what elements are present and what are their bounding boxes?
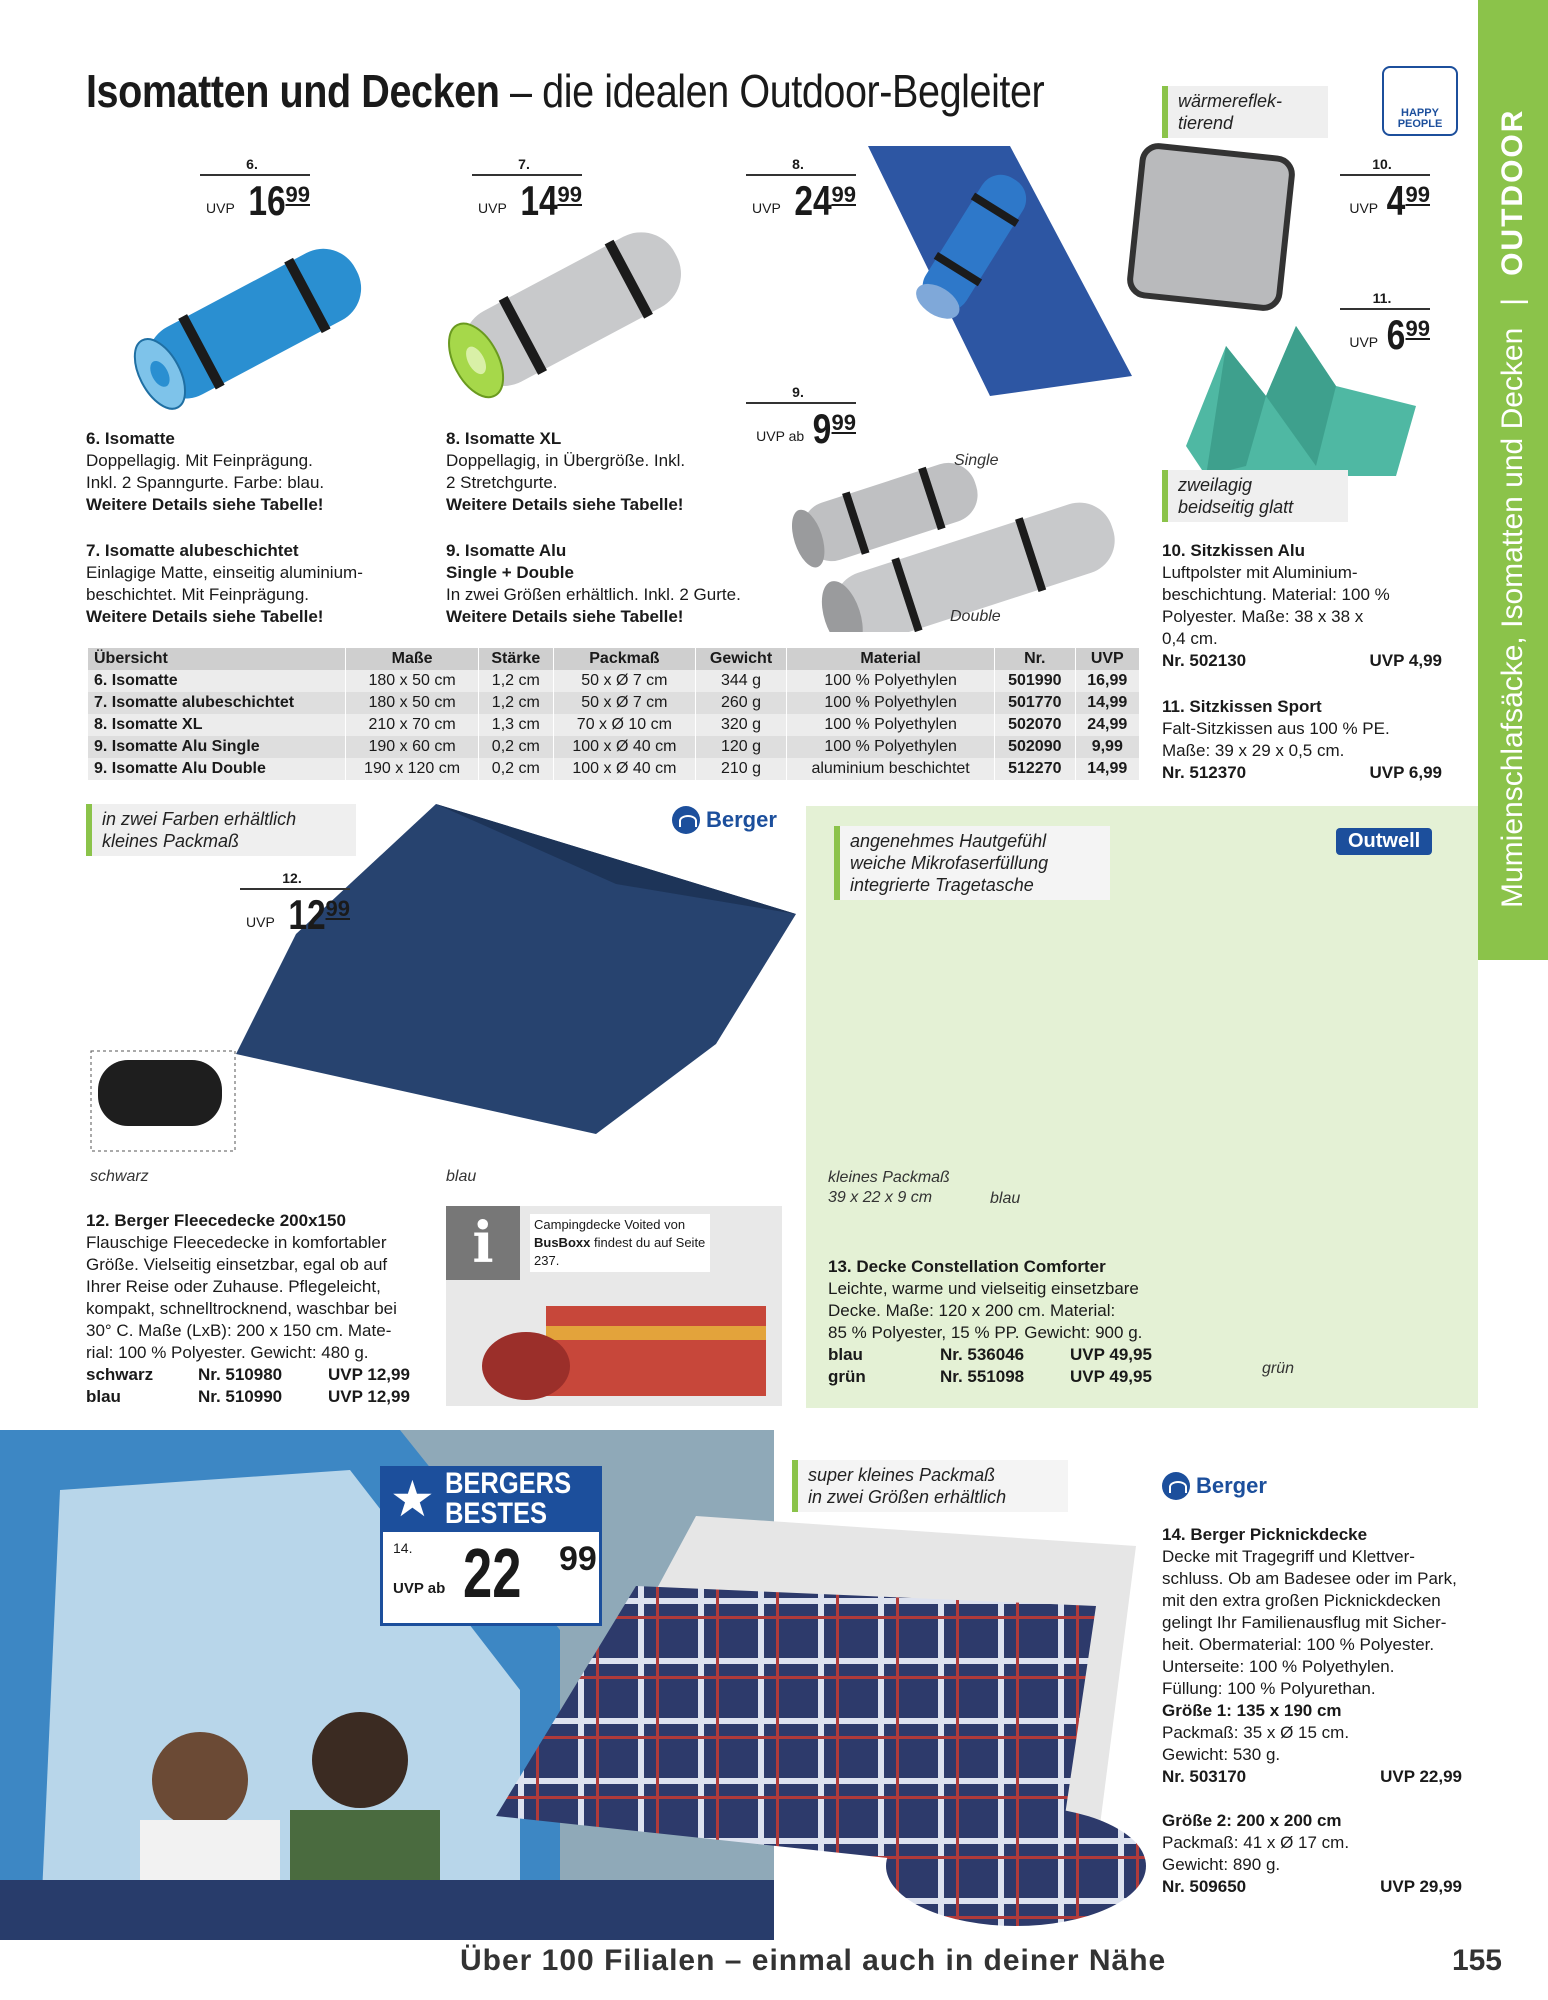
table-cell: 502090: [995, 736, 1076, 758]
table-row: [88, 670, 1140, 692]
price-6-cents: 99: [285, 182, 310, 207]
price-6-number: 6.: [200, 156, 310, 176]
desc-12-variant: [86, 1386, 446, 1408]
callout-waerme-2: tierend: [1178, 113, 1234, 133]
desc-9-more: Weitere Details siehe Tabelle!: [446, 607, 684, 626]
table-cell: 100 x Ø 40 cm: [553, 758, 695, 780]
info-box: [446, 1206, 782, 1406]
desc-14-line6: Unterseite: 100 % Polyethylen.: [1162, 1657, 1395, 1676]
table-header: Übersicht: [88, 648, 346, 670]
table-cell: aluminium beschichtet: [787, 758, 995, 780]
info-text-pre: Campingdecke Voited von: [534, 1217, 686, 1232]
table-cell: 512270: [995, 758, 1076, 780]
campingdecke-image: [476, 1296, 776, 1406]
desc-12-variant: [86, 1364, 446, 1386]
table-cell: 16,99: [1075, 670, 1139, 692]
page-number: 155: [1451, 1944, 1502, 1977]
callout-zweilagig-1: zweilagig: [1178, 475, 1253, 495]
price-11-cents: 99: [1405, 316, 1430, 341]
desc-14-size2-line1: Packmaß: 41 x Ø 17 cm.: [1162, 1833, 1350, 1852]
table-cell: 190 x 60 cm: [346, 736, 478, 758]
desc-14-head: 14. Berger Picknickdecke: [1162, 1525, 1368, 1544]
happy-people-logo: [1382, 66, 1458, 136]
desc-14-line3: mit den extra großen Picknickdecken: [1162, 1591, 1441, 1610]
table-cell: 100 % Polyethylen: [787, 714, 995, 736]
callout-zweilagig: [1162, 470, 1348, 522]
price-11-uvp: UVP: [1349, 334, 1379, 350]
desc-9-head: 9. Isomatte Alu: [446, 541, 567, 560]
fleecedecke-schwarz-image: [90, 1050, 236, 1152]
desc-6: [86, 428, 426, 516]
desc-14-size2-order: [1162, 1876, 1462, 1898]
callout-fleece-1: in zwei Farben erhältlich: [102, 809, 297, 829]
callout-decke: [834, 826, 1110, 900]
desc-8-more: Weitere Details siehe Tabelle!: [446, 495, 684, 514]
table-header: Stärke: [478, 648, 553, 670]
price-9-euro: 9: [812, 405, 832, 452]
desc-12-line2: Größe. Vielseitig einsetzbar, egal ob auf: [86, 1255, 388, 1274]
table-header-row: [88, 648, 1140, 670]
desc-10-line4: 0,4 cm.: [1162, 629, 1218, 648]
desc-13-v1-nr: Nr. 536046: [940, 1345, 1025, 1364]
berger-icon-2: [1162, 1472, 1190, 1500]
desc-9: [446, 540, 786, 628]
callout-picknick-1: super kleines Packmaß: [808, 1465, 996, 1485]
label-packmass: [828, 1168, 950, 1208]
footer-claim: Über 100 Filialen – einmal auch in deiner Nähe: [460, 1944, 1167, 1977]
table-row: [88, 736, 1140, 758]
desc-14-line5: heit. Obermaterial: 100 % Polyester.: [1162, 1635, 1435, 1654]
desc-10-nr: Nr. 502130: [1162, 651, 1247, 670]
label-packmass-2: 39 x 22 x 9 cm: [828, 1189, 933, 1206]
overview-table: [88, 648, 1140, 780]
label-single: Single: [954, 452, 999, 469]
desc-13-v1-uvp: UVP 49,95: [1070, 1345, 1152, 1364]
title-bold: Isomatten und Decken: [86, 65, 500, 117]
desc-14-size1-head: Größe 1: 135 x 190 cm: [1162, 1701, 1342, 1720]
price-7-cents: 99: [557, 182, 582, 207]
table-cell: 320 g: [695, 714, 786, 736]
callout-zweilagig-2: beidseitig glatt: [1178, 497, 1294, 517]
desc-14-line4: gelingt Ihr Familienausflug mit Sicher-: [1162, 1613, 1447, 1632]
price-12-uvp: UVP: [246, 914, 275, 930]
desc-6-line1: Doppellagig. Mit Feinprägung.: [86, 451, 313, 470]
desc-14-size1-nr: Nr. 503170: [1162, 1767, 1247, 1786]
bestes-cents: 99: [559, 1540, 597, 1578]
berger-logo-text: Berger: [706, 807, 777, 832]
sidebar-section: OUTDOOR: [1496, 108, 1529, 276]
table-cell: 50 x Ø 7 cm: [553, 670, 695, 692]
info-text: [530, 1214, 710, 1272]
desc-6-more: Weitere Details siehe Tabelle!: [86, 495, 324, 514]
desc-12-v1-nr: Nr. 510980: [198, 1365, 283, 1384]
callout-fleece-2: kleines Packmaß: [102, 831, 240, 851]
desc-12: [86, 1210, 446, 1408]
price-9-number: 9.: [746, 384, 856, 404]
info-brand: BusBoxx: [534, 1235, 591, 1250]
label-packmass-1: kleines Packmaß: [828, 1169, 950, 1186]
callout-decke-1: angenehmes Hautgefühl: [850, 831, 1047, 851]
desc-11-nr: Nr. 512370: [1162, 763, 1247, 782]
table-cell: 14,99: [1075, 692, 1139, 714]
isomatte-blue-image: [118, 226, 388, 416]
price-9-cents: 99: [831, 410, 856, 435]
desc-14-line2: schluss. Ob am Badesee oder im Park,: [1162, 1569, 1457, 1588]
callout-fleece: [86, 804, 356, 856]
desc-10-order: [1162, 650, 1442, 672]
table-header: UVP: [1075, 648, 1139, 670]
callout-decke-2: weiche Mikrofaserfüllung: [850, 853, 1049, 873]
price-10-uvp: UVP: [1349, 200, 1379, 216]
price-8-euro: 24: [794, 177, 832, 224]
label-gruen: grün: [1262, 1360, 1295, 1377]
table-cell: 180 x 50 cm: [346, 670, 478, 692]
table-cell: 24,99: [1075, 714, 1139, 736]
desc-12-v2-color: blau: [86, 1387, 121, 1406]
outwell-logo: [1336, 828, 1432, 855]
desc-14-size2-uvp: UVP 29,99: [1380, 1877, 1462, 1896]
desc-6-head: 6. Isomatte: [86, 429, 175, 448]
price-10-euro: 4: [1386, 177, 1406, 224]
price-11-number: 11.: [1340, 290, 1430, 310]
price-8-cents: 99: [831, 182, 856, 207]
desc-12-line1: Flauschige Fleecedecke in komfortabler: [86, 1233, 387, 1252]
isomatte-xl-image: [860, 146, 1140, 396]
desc-14-size1-line1: Packmaß: 35 x Ø 15 cm.: [1162, 1723, 1350, 1742]
desc-6-line2: Inkl. 2 Spanngurte. Farbe: blau.: [86, 473, 325, 492]
desc-12-line3: Ihrer Reise oder Zuhause. Pflegeleicht,: [86, 1277, 381, 1296]
berger-logo-2: [1162, 1472, 1267, 1500]
price-12: [230, 870, 350, 936]
price-6: [190, 156, 310, 222]
bestes-euro: 22: [463, 1534, 522, 1612]
page-title: [86, 64, 1044, 118]
berger-logo: [672, 806, 777, 834]
desc-13-v2-nr: Nr. 551098: [940, 1367, 1025, 1386]
bestes-uvp: UVP ab: [393, 1580, 446, 1597]
page-footer: [0, 1944, 1548, 2000]
desc-12-v1-color: schwarz: [86, 1365, 154, 1384]
price-10-number: 10.: [1340, 156, 1430, 176]
price-7: [462, 156, 582, 222]
desc-12-line4: kompakt, schnelltrocknend, waschbar bei: [86, 1299, 397, 1318]
desc-14-size2-line2: Gewicht: 890 g.: [1162, 1855, 1281, 1874]
table-cell: 1,2 cm: [478, 692, 553, 714]
desc-12-line5: 30° C. Maße (LxB): 200 x 150 cm. Mate-: [86, 1321, 392, 1340]
table-cell: 501770: [995, 692, 1076, 714]
desc-13-v2-uvp: UVP 49,95: [1070, 1367, 1152, 1386]
label-blau: blau: [446, 1168, 477, 1185]
label-blau-2: blau: [990, 1190, 1021, 1207]
table-row: [88, 758, 1140, 780]
price-10: [1330, 156, 1430, 222]
desc-8: [446, 428, 766, 516]
isomatte-alu-image: [430, 212, 710, 402]
bestes-number: 14.: [393, 1540, 413, 1556]
desc-11-line1: Falt-Sitzkissen aus 100 % PE.: [1162, 719, 1390, 738]
price-7-euro: 14: [520, 177, 558, 224]
category-sidebar: [1478, 0, 1548, 960]
price-12-number: 12.: [240, 870, 350, 890]
callout-picknick-2: in zwei Größen erhältlich: [808, 1487, 1007, 1507]
table-row: [88, 692, 1140, 714]
desc-13: [828, 1256, 1228, 1388]
table-cell: 100 % Polyethylen: [787, 692, 995, 714]
desc-11-uvp: UVP 6,99: [1369, 763, 1442, 782]
table-cell: 7. Isomatte alubeschichtet: [88, 692, 346, 714]
isomatte-alu-rolls-image: [790, 452, 1120, 632]
berger-logo-2-text: Berger: [1196, 1473, 1267, 1498]
price-7-number: 7.: [472, 156, 582, 176]
desc-12-line6: rial: 100 % Polyester. Gewicht: 480 g.: [86, 1343, 369, 1362]
table-cell: 1,3 cm: [478, 714, 553, 736]
callout-decke-3: integrierte Tragetasche: [850, 875, 1034, 895]
desc-14-line1: Decke mit Tragegriff und Klettver-: [1162, 1547, 1415, 1566]
table-cell: 501990: [995, 670, 1076, 692]
table-header: Material: [787, 648, 995, 670]
desc-13-variant: [828, 1366, 1228, 1388]
desc-14-size1-line2: Gewicht: 530 g.: [1162, 1745, 1281, 1764]
desc-13-line3: 85 % Polyester, 15 % PP. Gewicht: 900 g.: [828, 1323, 1143, 1342]
label-double: Double: [950, 608, 1001, 625]
price-12-cents: 99: [325, 896, 350, 921]
desc-9-line1: In zwei Größen erhältlich. Inkl. 2 Gurte.: [446, 585, 741, 604]
desc-7-line1: Einlagige Matte, einseitig aluminium-: [86, 563, 363, 582]
desc-7-more: Weitere Details siehe Tabelle!: [86, 607, 324, 626]
price-7-uvp: UVP: [478, 200, 507, 216]
desc-10-line1: Luftpolster mit Aluminium-: [1162, 563, 1358, 582]
callout-picknick: [792, 1460, 1068, 1512]
price-6-euro: 16: [248, 177, 286, 224]
outwell-logo-text: Outwell: [1348, 830, 1421, 852]
bestes-line2: BESTES: [444, 1497, 547, 1530]
desc-13-line1: Leichte, warme und vielseitig einsetzbare: [828, 1279, 1139, 1298]
desc-11-line2: Maße: 39 x 29 x 0,5 cm.: [1162, 741, 1345, 760]
sidebar-category: Mumienschlafsäcke, Isomatten und Decken: [1496, 327, 1529, 908]
desc-14-line7: Füllung: 100 % Polyurethan.: [1162, 1679, 1376, 1698]
info-text-post: findest du auf Seite 237.: [534, 1235, 706, 1268]
desc-11: [1162, 696, 1442, 784]
price-6-uvp: UVP: [206, 200, 235, 216]
table-row: [88, 714, 1140, 736]
table-cell: 0,2 cm: [478, 758, 553, 780]
price-8-number: 8.: [746, 156, 856, 176]
desc-13-line2: Decke. Maße: 120 x 200 cm. Material:: [828, 1301, 1116, 1320]
callout-waerme: [1162, 86, 1328, 138]
desc-14-size1-uvp: UVP 22,99: [1380, 1767, 1462, 1786]
table-cell: 1,2 cm: [478, 670, 553, 692]
price-12-euro: 12: [288, 891, 326, 938]
desc-14-size2-head: Größe 2: 200 x 200 cm: [1162, 1811, 1342, 1830]
desc-7-head: 7. Isomatte alubeschichtet: [86, 541, 299, 560]
table-cell: 9. Isomatte Alu Double: [88, 758, 346, 780]
desc-10-uvp: UVP 4,99: [1369, 651, 1442, 670]
desc-10-line3: Polyester. Maße: 38 x 38 x: [1162, 607, 1364, 626]
bergers-bestes-badge: [380, 1466, 602, 1626]
price-8: [736, 156, 856, 222]
desc-12-v1-uvp: UVP 12,99: [328, 1365, 410, 1384]
table-cell: 100 % Polyethylen: [787, 670, 995, 692]
table-cell: 180 x 50 cm: [346, 692, 478, 714]
table-cell: 9,99: [1075, 736, 1139, 758]
table-cell: 190 x 120 cm: [346, 758, 478, 780]
desc-9-head2: Single + Double: [446, 563, 574, 582]
title-rest: – die idealen Outdoor-Begleiter: [499, 65, 1045, 117]
table-cell: 260 g: [695, 692, 786, 714]
desc-13-v2-color: grün: [828, 1367, 866, 1386]
price-10-cents: 99: [1405, 182, 1430, 207]
price-8-uvp: UVP: [752, 200, 781, 216]
label-schwarz: schwarz: [90, 1168, 149, 1185]
desc-10-line2: beschichtung. Material: 100 %: [1162, 585, 1390, 604]
desc-14-size2-nr: Nr. 509650: [1162, 1877, 1247, 1896]
berger-icon: [672, 806, 700, 834]
sidebar-separator: |: [1496, 297, 1529, 306]
desc-10-head: 10. Sitzkissen Alu: [1162, 541, 1305, 560]
table-cell: 502070: [995, 714, 1076, 736]
table-cell: 100 x Ø 40 cm: [553, 736, 695, 758]
table-header: Packmaß: [553, 648, 695, 670]
table-cell: 70 x Ø 10 cm: [553, 714, 695, 736]
desc-12-head: 12. Berger Fleecedecke 200x150: [86, 1211, 346, 1230]
table-cell: 344 g: [695, 670, 786, 692]
table-cell: 50 x Ø 7 cm: [553, 692, 695, 714]
desc-7: [86, 540, 426, 628]
price-11-euro: 6: [1386, 311, 1406, 358]
happy-people-text: HAPPY PEOPLE: [1397, 107, 1443, 130]
table-header: Gewicht: [695, 648, 786, 670]
desc-7-line2: beschichtet. Mit Feinprägung.: [86, 585, 310, 604]
desc-12-v2-nr: Nr. 510990: [198, 1387, 283, 1406]
table-cell: 120 g: [695, 736, 786, 758]
sitzkissen-alu-image: [1126, 142, 1296, 312]
price-11: [1330, 290, 1430, 356]
table-cell: 8. Isomatte XL: [88, 714, 346, 736]
table-header: Nr.: [995, 648, 1076, 670]
table-cell: 14,99: [1075, 758, 1139, 780]
desc-13-variant: [828, 1344, 1228, 1366]
desc-8-line1: Doppellagig, in Übergröße. Inkl.: [446, 451, 686, 470]
desc-14-size1-order: [1162, 1766, 1462, 1788]
desc-8-line2: 2 Stretchgurte.: [446, 473, 558, 492]
desc-12-v2-uvp: UVP 12,99: [328, 1387, 410, 1406]
desc-11-head: 11. Sitzkissen Sport: [1162, 697, 1322, 716]
table-cell: 210 g: [695, 758, 786, 780]
desc-8-head: 8. Isomatte XL: [446, 429, 562, 448]
info-icon: i: [446, 1206, 520, 1280]
desc-11-order: [1162, 762, 1442, 784]
table-header: Maße: [346, 648, 478, 670]
price-9-uvp: UVP ab: [756, 428, 805, 444]
table-cell: 6. Isomatte: [88, 670, 346, 692]
desc-10: [1162, 540, 1442, 672]
desc-13-head: 13. Decke Constellation Comforter: [828, 1257, 1106, 1276]
table-cell: 100 % Polyethylen: [787, 736, 995, 758]
table-cell: 0,2 cm: [478, 736, 553, 758]
desc-14: [1162, 1524, 1462, 1898]
table-cell: 9. Isomatte Alu Single: [88, 736, 346, 758]
bestes-line1: BERGERS: [444, 1467, 571, 1500]
star-icon: ★: [390, 1471, 435, 1527]
desc-13-v1-color: blau: [828, 1345, 863, 1364]
table-cell: 210 x 70 cm: [346, 714, 478, 736]
callout-waerme-1: wärmereflek-: [1178, 91, 1283, 111]
